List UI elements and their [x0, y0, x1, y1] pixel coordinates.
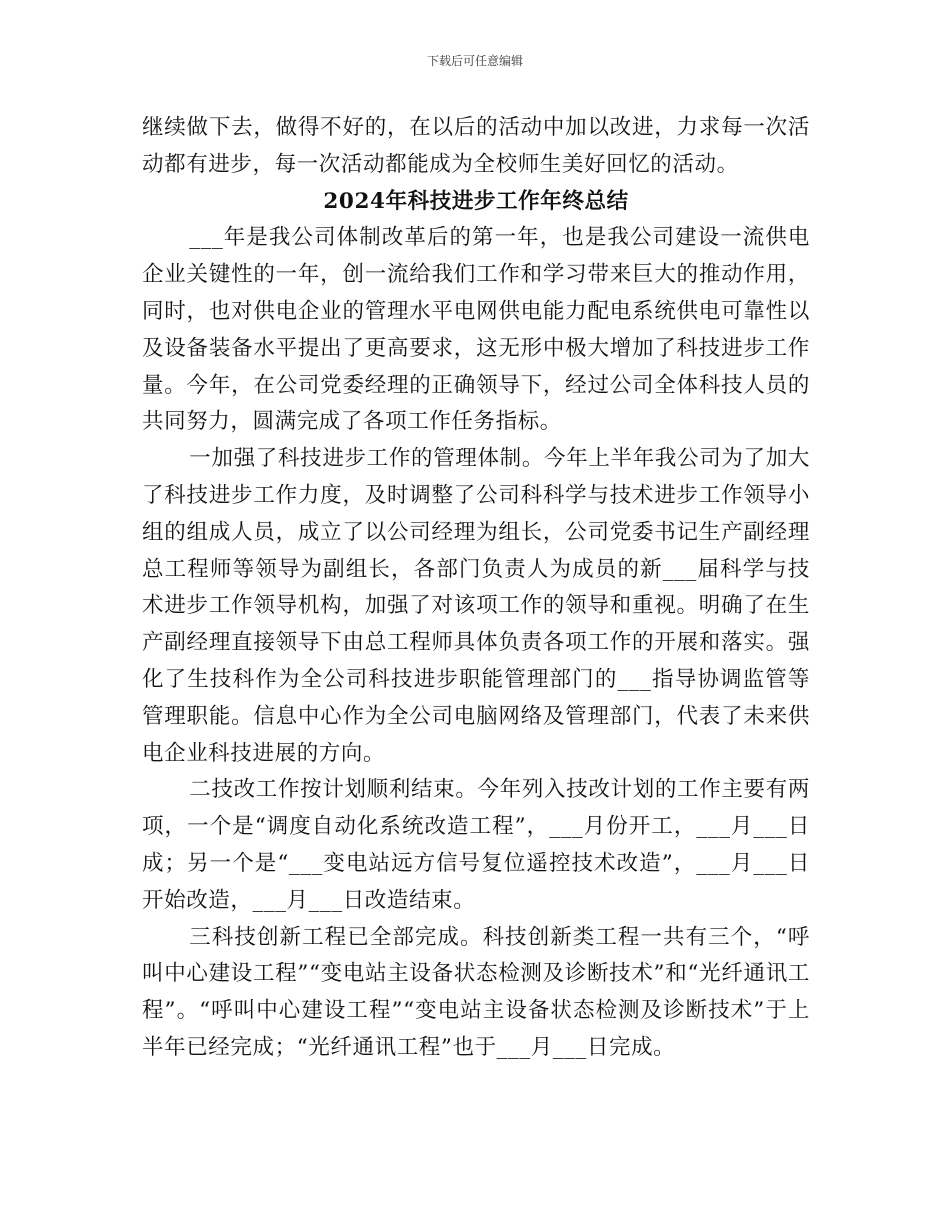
- document-title: 2024年科技进步工作年终总结: [323, 188, 629, 214]
- page-header: 下载后可任意编辑: [426, 54, 523, 68]
- paragraph-renovation: 二技改工作按计划顺利结束。今年列入技改计划的工作主要有两项，一个是“调度自动化系统改造工程”，___月份开工，___月___日成；另一个是“___变电站远方信号复位遥控技术改造”，___月___日开始改造，___月___日改造结束。: [142, 777, 810, 913]
- paragraph-innovation: 三科技创新工程已全部完成。科技创新类工程一共有三个，“呼叫中心建设工程”“变电站主设备状态检测及诊断技术”和“光纤通讯工程”。“呼叫中心建设工程”“变电站主设备状态检测及诊断技术”于上半年已经完成；“光纤通讯工程”也于___月___日完成。: [142, 924, 810, 1060]
- intro-paragraph: 继续做下去，做得不好的，在以后的活动中加以改进，力求每一次活动都有进步，每一次活动都能成为全校师生美好回忆的活动。: [142, 115, 810, 177]
- paragraph-management: 一加强了科技进步工作的管理体制。今年上半年我公司为了加大了科技进步工作力度，及时调整了公司科科学与技术进步工作领导小组的组成人员，成立了以公司经理为组长，公司党委书记生产副经理总工程师等领导为副组长，各部门负责人为成员的新___届科学与技术进步工作领导机构，加强了对该项工作的领导和重视。明确了在生产副经理直接领导下由总工程师具体负责各项工作的开展和落实。强化了生技科作为全公司科技进步职能管理部门的___指导协调监管等管理职能。信息中心作为全公司电脑网络及管理部门，代表了未来供电企业科技进展的方向。: [142, 446, 810, 766]
- document-body: [142, 110, 810, 1067]
- paragraph-overview: ___年是我公司体制改革后的第一年，也是我公司建设一流供电企业关键性的一年，创一流给我们工作和学习带来巨大的推动作用，同时，也对供电企业的管理水平电网供电能力配电系统供电可靠性以及设备装备水平提出了更高要求，这无形中极大增加了科技进步工作量。今年，在公司党委经理的正确领导下，经过公司全体科技人员的共同努力，圆满完成了各项工作任务指标。: [142, 225, 810, 435]
